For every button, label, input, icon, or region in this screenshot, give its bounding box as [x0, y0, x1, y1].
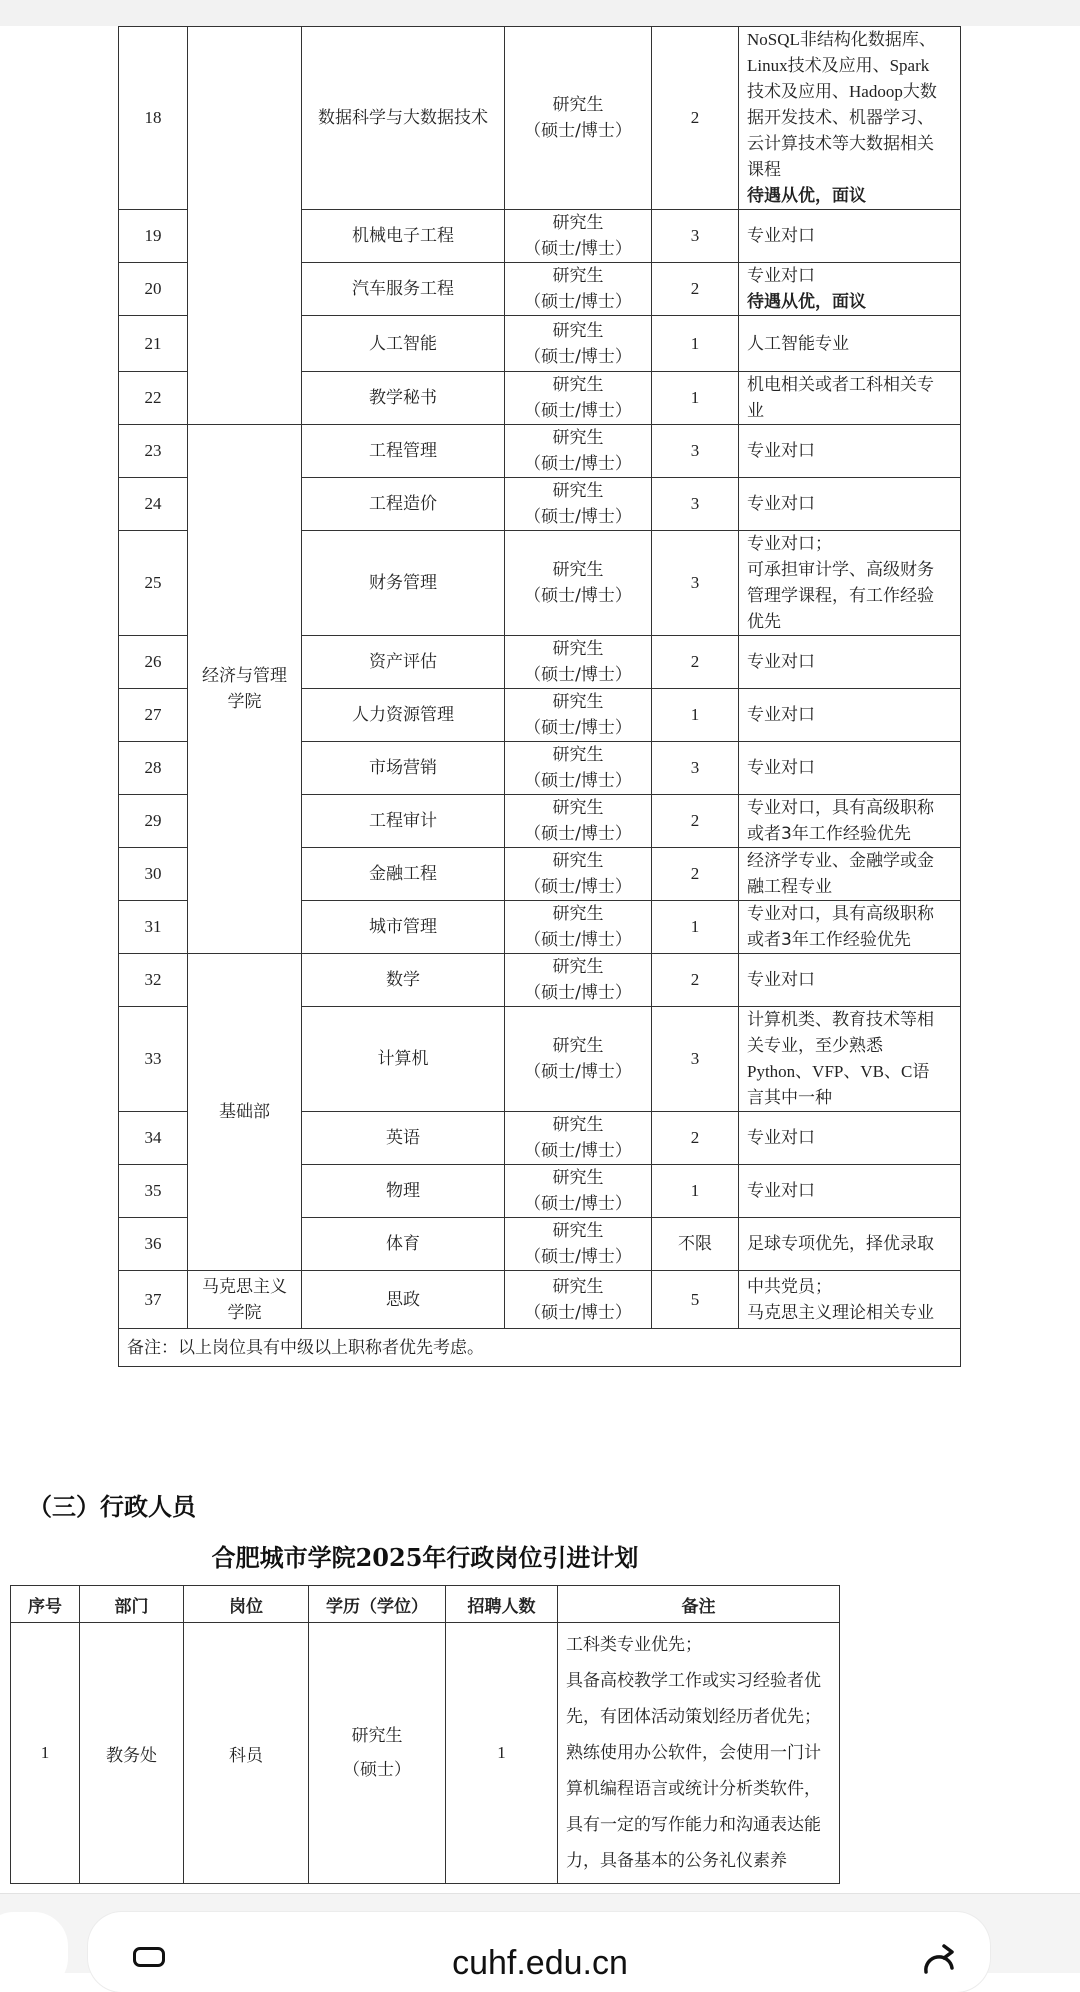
table-row	[119, 425, 961, 478]
headcount: 1	[652, 901, 739, 954]
header-cell: 招聘人数	[446, 1586, 558, 1623]
remark-bold-line: 待遇从优，面议	[747, 292, 866, 312]
remark-line: 专业对口	[747, 652, 815, 672]
row-number: 22	[119, 372, 188, 425]
remarks	[739, 316, 961, 372]
dept-econ-management	[188, 425, 302, 954]
remark-bold-line: 待遇从优，面议	[747, 186, 866, 206]
remarks	[739, 1271, 961, 1329]
table-row	[119, 27, 961, 210]
degree-line: 研究生	[552, 1276, 604, 1297]
header-cell: 部门	[80, 1586, 184, 1623]
degree-line: 研究生	[552, 1115, 604, 1135]
remark-line: 力，具备基本的公务礼仪素养	[566, 1851, 787, 1871]
dept-line: 学院	[227, 692, 262, 712]
remarks	[739, 372, 961, 425]
remark-line: 机电相关或者工科相关专	[747, 375, 934, 395]
remark-line: 融工程专业	[747, 877, 832, 897]
remarks	[739, 636, 961, 689]
row-number: 25	[119, 531, 188, 636]
remarks	[739, 901, 961, 954]
remark-line: 可承担审计学、高级财务	[747, 560, 934, 580]
degree	[505, 1007, 652, 1112]
headcount: 1	[652, 1165, 739, 1218]
major-name: 体育	[302, 1218, 505, 1271]
remark-line: 足球专项优先，择优录取	[747, 1234, 934, 1254]
admin-row-remarks	[558, 1623, 840, 1884]
degree-line: （硕士/博士）	[524, 1194, 632, 1214]
remark-line: 专业对口，具有高级职称	[747, 904, 934, 924]
degree-line: （硕士/博士）	[524, 983, 632, 1003]
remarks	[739, 531, 961, 636]
degree	[505, 636, 652, 689]
table-row	[119, 1271, 961, 1329]
row-number: 19	[119, 210, 188, 263]
degree	[505, 316, 652, 372]
header-cell: 备注	[558, 1586, 840, 1623]
remark-line: 课程	[747, 160, 781, 180]
degree-line: （硕士/博士）	[524, 877, 632, 897]
headcount: 1	[652, 372, 739, 425]
admin-row-degree	[309, 1623, 446, 1884]
remark-line: 经济学专业、金融学或金	[747, 851, 934, 871]
degree-line: （硕士/博士）	[524, 718, 632, 738]
remark-line: 专业对口；	[747, 534, 832, 554]
degree-line: （硕士/博士）	[524, 665, 632, 685]
footnote: 备注：以上岗位具有中级以上职称者优先考虑。	[119, 1329, 961, 1367]
remark-line: 具备高校教学工作或实习经验者优	[566, 1671, 821, 1691]
degree-line: （硕士/博士）	[524, 586, 632, 606]
remark-line: Python、VFP、VB、C语	[747, 1062, 930, 1081]
degree	[505, 1165, 652, 1218]
headcount: 3	[652, 742, 739, 795]
degree	[505, 954, 652, 1007]
remark-line: 专业对口	[747, 970, 815, 990]
remark-line: 计算机类、教育技术等相	[747, 1010, 934, 1030]
remarks	[739, 795, 961, 848]
remark-line: 先，有团体活动策划经历者优先；	[566, 1707, 821, 1727]
top-band	[0, 0, 1080, 26]
degree-line: 研究生	[552, 1221, 604, 1241]
degree-line: 研究生	[552, 266, 604, 286]
remark-line: 工科类专业优先；	[566, 1635, 702, 1655]
headcount: 2	[652, 263, 739, 316]
back-pill[interactable]	[0, 1912, 68, 1992]
remark-line: 关专业，至少熟悉	[747, 1036, 883, 1056]
admin-row-post: 科员	[184, 1623, 309, 1884]
degree-line: （硕士/博士）	[524, 346, 632, 367]
row-number: 27	[119, 689, 188, 742]
remarks	[739, 848, 961, 901]
headcount: 3	[652, 1007, 739, 1112]
degree	[505, 478, 652, 531]
major-name: 工程管理	[302, 425, 505, 478]
remark-line: 技术及应用、Hadoop大数	[747, 82, 937, 101]
remarks	[739, 478, 961, 531]
admin-table-title: 合肥城市学院2025年行政岗位引进计划	[211, 1543, 639, 1572]
remark-line: NoSQL非结构化数据库、	[747, 30, 936, 49]
remark-line: 专业对口	[747, 705, 815, 725]
remark-line: 熟练使用办公软件，会使用一门计	[566, 1743, 821, 1763]
degree	[505, 531, 652, 636]
major-name: 人工智能	[302, 316, 505, 372]
major-name: 英语	[302, 1112, 505, 1165]
headcount: 2	[652, 1112, 739, 1165]
remarks	[739, 1007, 961, 1112]
degree-line: （硕士/博士）	[524, 239, 632, 259]
degree-line: （硕士/博士）	[524, 121, 632, 141]
remark-line: 专业对口	[747, 1128, 815, 1148]
headcount: 3	[652, 531, 739, 636]
degree-line: （硕士/博士）	[524, 1062, 632, 1082]
degree-line: 研究生	[552, 745, 604, 765]
remark-line: 或者3年工作经验优先	[747, 824, 911, 844]
major-name: 计算机	[302, 1007, 505, 1112]
degree-line: 研究生	[552, 639, 604, 659]
degree-line: 研究生	[552, 1168, 604, 1188]
major-name: 思政	[302, 1271, 505, 1329]
major-name: 工程审计	[302, 795, 505, 848]
major-name: 数据科学与大数据技术	[302, 27, 505, 210]
headcount: 2	[652, 27, 739, 210]
dept-engineering-continued	[188, 27, 302, 425]
remark-line: Linux技术及应用、Spark	[747, 56, 930, 75]
major-name: 教学秘书	[302, 372, 505, 425]
remark-line: 算机编程语言或统计分析类软件，	[566, 1779, 821, 1799]
section-heading: （三）行政人员	[28, 1493, 196, 1521]
row-number: 28	[119, 742, 188, 795]
remark-line: 据开发技术、机器学习、	[747, 108, 934, 128]
admin-row-number: 1	[11, 1623, 80, 1884]
dept-line: 学院	[227, 1302, 262, 1323]
admin-row	[11, 1623, 840, 1884]
degree	[505, 425, 652, 478]
headcount: 1	[652, 689, 739, 742]
degree-line: （硕士）	[343, 1760, 411, 1780]
degree-line: （硕士/博士）	[524, 507, 632, 527]
degree	[505, 901, 652, 954]
headcount: 2	[652, 636, 739, 689]
degree	[505, 689, 652, 742]
remarks	[739, 210, 961, 263]
major-name: 工程造价	[302, 478, 505, 531]
degree-line: 研究生	[552, 798, 604, 818]
remarks	[739, 1112, 961, 1165]
admin-row-count: 1	[446, 1623, 558, 1884]
degree	[505, 27, 652, 210]
major-name: 数学	[302, 954, 505, 1007]
remarks	[739, 689, 961, 742]
header-cell: 序号	[11, 1586, 80, 1623]
degree	[505, 1271, 652, 1329]
headcount: 不限	[652, 1218, 739, 1271]
degree-line: 研究生	[552, 1036, 604, 1056]
remark-line: 中共党员；	[747, 1276, 832, 1297]
degree-line: （硕士/博士）	[524, 930, 632, 950]
remarks	[739, 1218, 961, 1271]
degree-line: （硕士/博士）	[524, 824, 632, 844]
remark-line: 专业对口	[747, 266, 815, 286]
major-name: 市场营销	[302, 742, 505, 795]
remark-line: 具有一定的写作能力和沟通表达能	[566, 1815, 821, 1835]
headcount: 5	[652, 1271, 739, 1329]
headcount: 3	[652, 425, 739, 478]
degree-line: 研究生	[552, 904, 604, 924]
admin-recruitment-table	[10, 1585, 840, 1884]
admin-row-dept: 教务处	[80, 1623, 184, 1884]
degree-line: 研究生	[552, 95, 604, 115]
row-number: 34	[119, 1112, 188, 1165]
degree-line: （硕士/博士）	[524, 401, 632, 421]
row-number: 18	[119, 27, 188, 210]
remark-line: 专业对口	[747, 494, 815, 514]
degree-line: （硕士/博士）	[524, 771, 632, 791]
degree	[505, 742, 652, 795]
remark-line: 或者3年工作经验优先	[747, 930, 911, 950]
remark-line: 专业对口，具有高级职称	[747, 798, 934, 818]
degree-line: （硕士/博士）	[524, 1302, 632, 1323]
major-name: 财务管理	[302, 531, 505, 636]
row-number: 20	[119, 263, 188, 316]
degree-line: 研究生	[552, 320, 604, 341]
row-number: 35	[119, 1165, 188, 1218]
row-number: 33	[119, 1007, 188, 1112]
major-name: 物理	[302, 1165, 505, 1218]
degree-line: 研究生	[552, 957, 604, 977]
row-number: 21	[119, 316, 188, 372]
headcount: 2	[652, 848, 739, 901]
row-number: 37	[119, 1271, 188, 1329]
degree-line: 研究生	[552, 692, 604, 712]
major-name: 金融工程	[302, 848, 505, 901]
degree-line: 研究生	[552, 560, 604, 580]
dept-line: 马克思主义	[202, 1276, 287, 1297]
url-text[interactable]: cuhf.edu.cn	[452, 1944, 628, 1982]
major-name: 城市管理	[302, 901, 505, 954]
degree	[505, 848, 652, 901]
degree	[505, 1112, 652, 1165]
degree-line: 研究生	[552, 375, 604, 395]
degree-line: （硕士/博士）	[524, 1141, 632, 1161]
degree	[505, 210, 652, 263]
remarks	[739, 954, 961, 1007]
headcount: 3	[652, 210, 739, 263]
remarks	[739, 425, 961, 478]
header-cell: 岗位	[184, 1586, 309, 1623]
remarks	[739, 27, 961, 210]
remarks	[739, 1165, 961, 1218]
remark-line: 优先	[747, 612, 781, 632]
degree-line: 研究生	[552, 213, 604, 233]
row-number: 36	[119, 1218, 188, 1271]
degree-line: 研究生	[552, 481, 604, 501]
row-number: 24	[119, 478, 188, 531]
headcount: 1	[652, 316, 739, 372]
remark-line: 业	[747, 401, 764, 421]
tab-switcher-icon[interactable]	[133, 1947, 165, 1967]
recruitment-table	[118, 26, 961, 1367]
remark-line: 专业对口	[747, 226, 815, 246]
row-number: 30	[119, 848, 188, 901]
headcount: 2	[652, 954, 739, 1007]
remark-line: 专业对口	[747, 758, 815, 778]
degree	[505, 1218, 652, 1271]
major-name: 资产评估	[302, 636, 505, 689]
degree-line: （硕士/博士）	[524, 1247, 632, 1267]
admin-header-row	[11, 1586, 840, 1623]
major-name: 人力资源管理	[302, 689, 505, 742]
dept-basic: 基础部	[188, 954, 302, 1271]
major-name: 汽车服务工程	[302, 263, 505, 316]
degree-line: （硕士/博士）	[524, 454, 632, 474]
footnote-row	[119, 1329, 961, 1367]
remark-line: 云计算技术等大数据相关	[747, 134, 934, 154]
degree-line: （硕士/博士）	[524, 292, 632, 312]
degree-line: 研究生	[552, 428, 604, 448]
degree-line: 研究生	[552, 851, 604, 871]
degree	[505, 263, 652, 316]
dept-line: 经济与管理	[202, 666, 287, 686]
header-cell: 学历（学位）	[309, 1586, 446, 1623]
degree	[505, 795, 652, 848]
remark-line: 马克思主义理论相关专业	[747, 1302, 934, 1323]
degree-line: 研究生	[351, 1726, 403, 1746]
row-number: 31	[119, 901, 188, 954]
remark-line: 言其中一种	[747, 1088, 832, 1108]
degree	[505, 372, 652, 425]
headcount: 2	[652, 795, 739, 848]
row-number: 32	[119, 954, 188, 1007]
table-row	[119, 954, 961, 1007]
remarks	[739, 742, 961, 795]
row-number: 29	[119, 795, 188, 848]
dept-marxism	[188, 1271, 302, 1329]
remarks	[739, 263, 961, 316]
row-number: 23	[119, 425, 188, 478]
headcount: 3	[652, 478, 739, 531]
remark-line: 专业对口	[747, 441, 815, 461]
remark-line: 管理学课程，有工作经验	[747, 586, 934, 606]
remark-line: 人工智能专业	[747, 333, 849, 354]
row-number: 26	[119, 636, 188, 689]
remark-line: 专业对口	[747, 1181, 815, 1201]
major-name: 机械电子工程	[302, 210, 505, 263]
